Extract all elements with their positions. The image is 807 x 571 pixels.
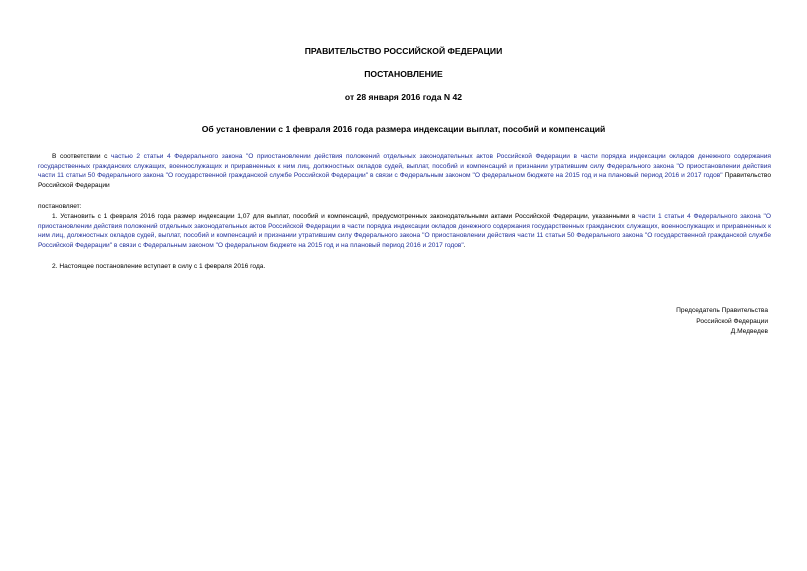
item-2-paragraph [38, 262, 771, 272]
signature-position: Председатель Правительства [676, 307, 768, 314]
preamble-paragraph [38, 152, 771, 190]
document-title: Об установлении с 1 февраля 2016 года размера индексации выплат, пособий и компенсаций [201, 124, 606, 134]
decides-line: постановляет: [38, 203, 82, 210]
law-article-link[interactable]: части 1 статьи 4 Федерального закона "О приостановлении действия положений отдельных законодательных актов Российской Федерации в части порядка индексации окладов денежного содержания государственных гражданских служащих, военнослужащих и приравненных к ним лиц, должностных окладов судей, выплат, пособий и компенсаций и признании утратившим силу Федерального закона "О приостановлении действия части 11 статьи 50 Федерального закона "О государственной гражданской службе Российской Федерации" в связи с Федеральным законом "О федеральном бюджете на 2015 год и на плановый период 2016 и 2017 годов" [38, 213, 771, 249]
item-1-text-end: . [463, 241, 466, 249]
item-2-text: 2. Настоящее постановление вступает в силу с 1 февраля 2016 года. [52, 263, 266, 270]
item-1-text-start: 1. Установить с 1 февраля 2016 года размер индексации 1,07 для выплат, пособий и компенсаций, предусмотренных законодательными актами Российской Федерации, указанными в [52, 213, 639, 220]
date-number-line: от 28 января 2016 года N 42 [344, 92, 463, 102]
item-1-paragraph [38, 212, 771, 250]
preamble-text-start: В соответствии с [52, 153, 111, 160]
signature-block [676, 306, 768, 338]
law-article-link[interactable]: частью 2 статьи 4 Федерального закона "О приостановлении действия положений отдельных законодательных актов Российской Федерации в части порядка индексации окладов денежного содержания государственных гражданских служащих, военнослужащих и приравненных к ним лиц, должностных окладов судей, выплат, пособий и компенсаций и признании утратившим силу Федерального закона "О приостановлении действия части 11 статьи 50 Федерального закона "О государственной гражданской службе Российской Федерации" в связи с Федеральным законом "О федеральном бюджете на 2015 год и на плановый период 2016 и 2017 годов" [38, 153, 771, 180]
preamble-text-end: Правительство Российской Федерации [38, 172, 771, 189]
document-type-heading: ПОСТАНОВЛЕНИЕ [364, 69, 443, 79]
signature-name: Д.Медведев [730, 328, 768, 335]
government-heading: ПРАВИТЕЛЬСТВО РОССИЙСКОЙ ФЕДЕРАЦИИ [304, 46, 503, 56]
signature-country: Российской Федерации [696, 317, 768, 325]
